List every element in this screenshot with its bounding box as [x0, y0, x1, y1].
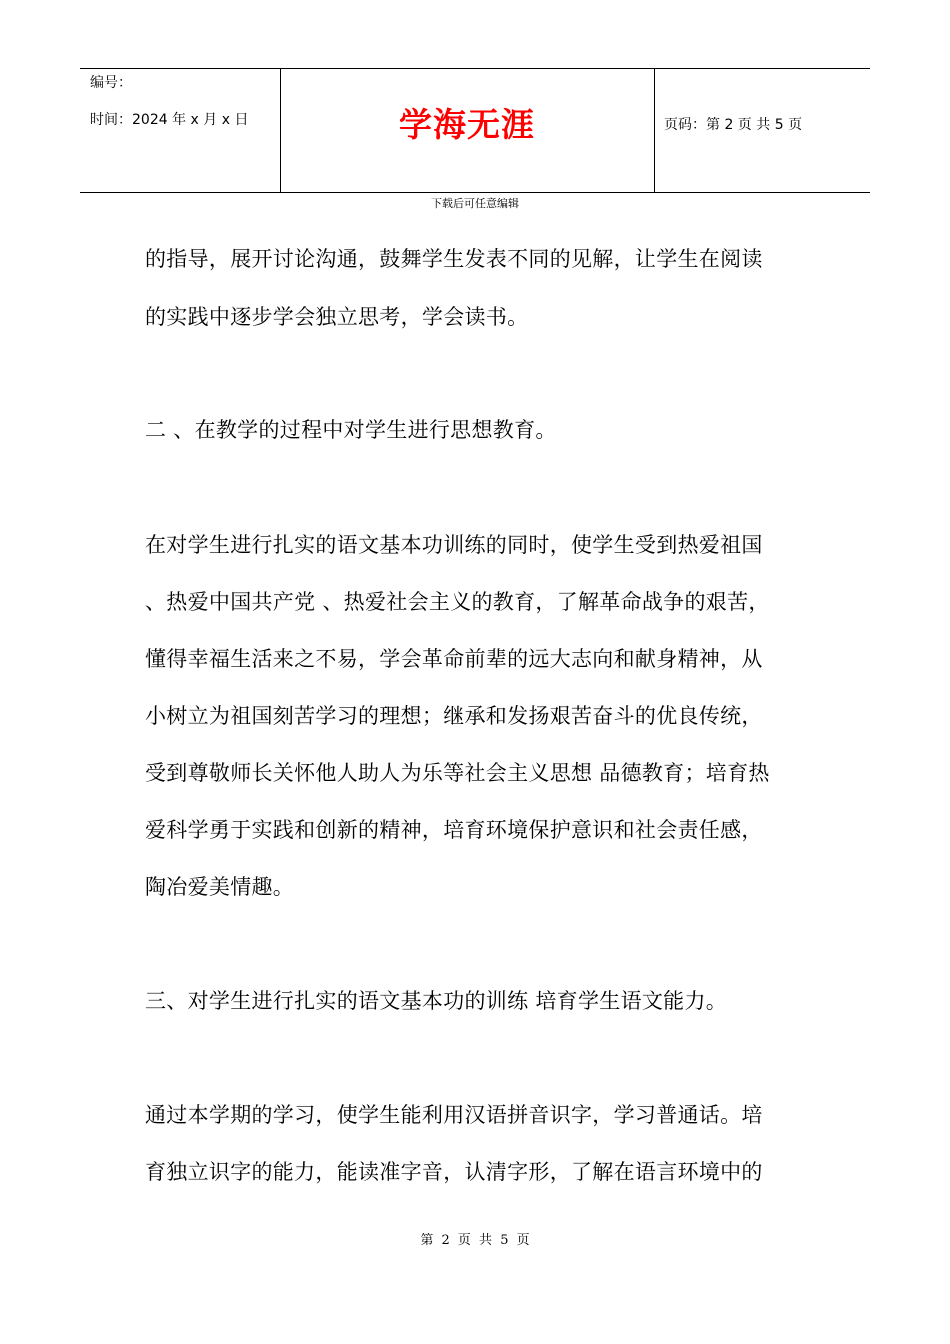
body-line: 育独立识字的能力，能读准字音，认清字形，了解在语言环境中的	[145, 1160, 763, 1184]
header-table	[80, 68, 870, 193]
body-line: 的指导，展开讨论沟通，鼓舞学生发表不同的见解，让学生在阅读	[145, 247, 763, 271]
section-heading: 二 、在教学的过程中对学生进行思想教育。	[145, 418, 557, 442]
body-line: 的实践中逐步学会独立思考，学会读书。	[145, 305, 529, 329]
page-number-label: 页码：第 2 页 共 5 页	[664, 117, 803, 133]
editable-note: 下载后可任意编辑	[431, 197, 519, 210]
header-divider-right	[654, 69, 655, 192]
body-line: 受到尊敬师长关怀他人助人为乐等社会主义思想 品德教育；培育热	[145, 761, 770, 785]
body-line: 小树立为祖国刻苦学习的理想；继承和发扬艰苦奋斗的优良传统，	[145, 704, 763, 728]
document-number-label: 编号：	[90, 75, 132, 91]
body-line: 通过本学期的学习，使学生能利用汉语拼音识字，学习普通话。培	[145, 1103, 763, 1127]
document-date-label: 时间：2024 年 x 月 x 日	[90, 112, 249, 128]
page-footer: 第 2 页 共 5 页	[420, 1233, 530, 1248]
body-line: 、热爱中国共产党 、热爱社会主义的教育，了解革命战争的艰苦，	[145, 590, 770, 614]
section-heading: 三、对学生进行扎实的语文基本功的训练 培育学生语文能力。	[145, 989, 728, 1013]
body-line: 爱科学勇于实践和创新的精神，培育环境保护意识和社会责任感，	[145, 818, 763, 842]
body-line: 懂得幸福生活来之不易，学会革命前辈的远大志向和献身精神，从	[145, 647, 763, 671]
body-line: 陶冶爱美情趣。	[145, 875, 295, 899]
brand-title: 学海无涯	[399, 105, 535, 144]
body-line: 在对学生进行扎实的语文基本功训练的同时，使学生受到热爱祖国	[145, 533, 763, 557]
